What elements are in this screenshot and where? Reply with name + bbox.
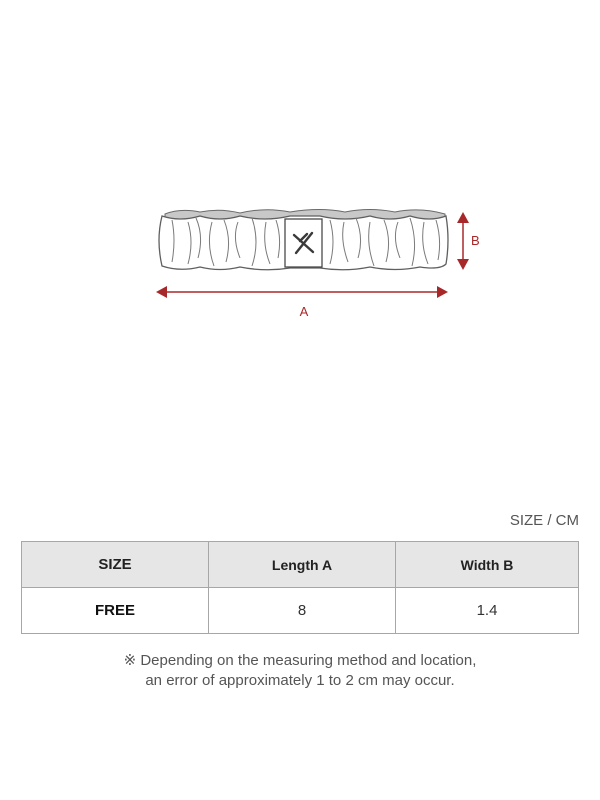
note-line-1: ※ Depending on the measuring method and location, — [123, 652, 477, 669]
note-line-2: an error of approximately 1 to 2 cm may occur. — [145, 672, 455, 689]
dimension-a-arrow — [156, 286, 448, 298]
header-size: SIZE — [22, 542, 209, 588]
header-length-a: Length A — [209, 542, 396, 588]
dimension-a-label: A — [299, 304, 309, 319]
headband-size-diagram — [0, 0, 600, 360]
unit-label: SIZE / CM — [509, 512, 579, 529]
measurement-note — [0, 651, 600, 691]
size-table — [21, 541, 579, 634]
row-size-free: FREE — [22, 588, 209, 634]
table-row — [22, 588, 579, 634]
value-width-b: 1.4 — [396, 588, 579, 634]
header-width-b: Width B — [396, 542, 579, 588]
dimension-b-arrow — [457, 212, 469, 270]
table-header-row — [22, 542, 579, 588]
value-length-a: 8 — [209, 588, 396, 634]
dimension-b-label: B — [471, 233, 480, 248]
headband-illustration — [159, 210, 448, 270]
